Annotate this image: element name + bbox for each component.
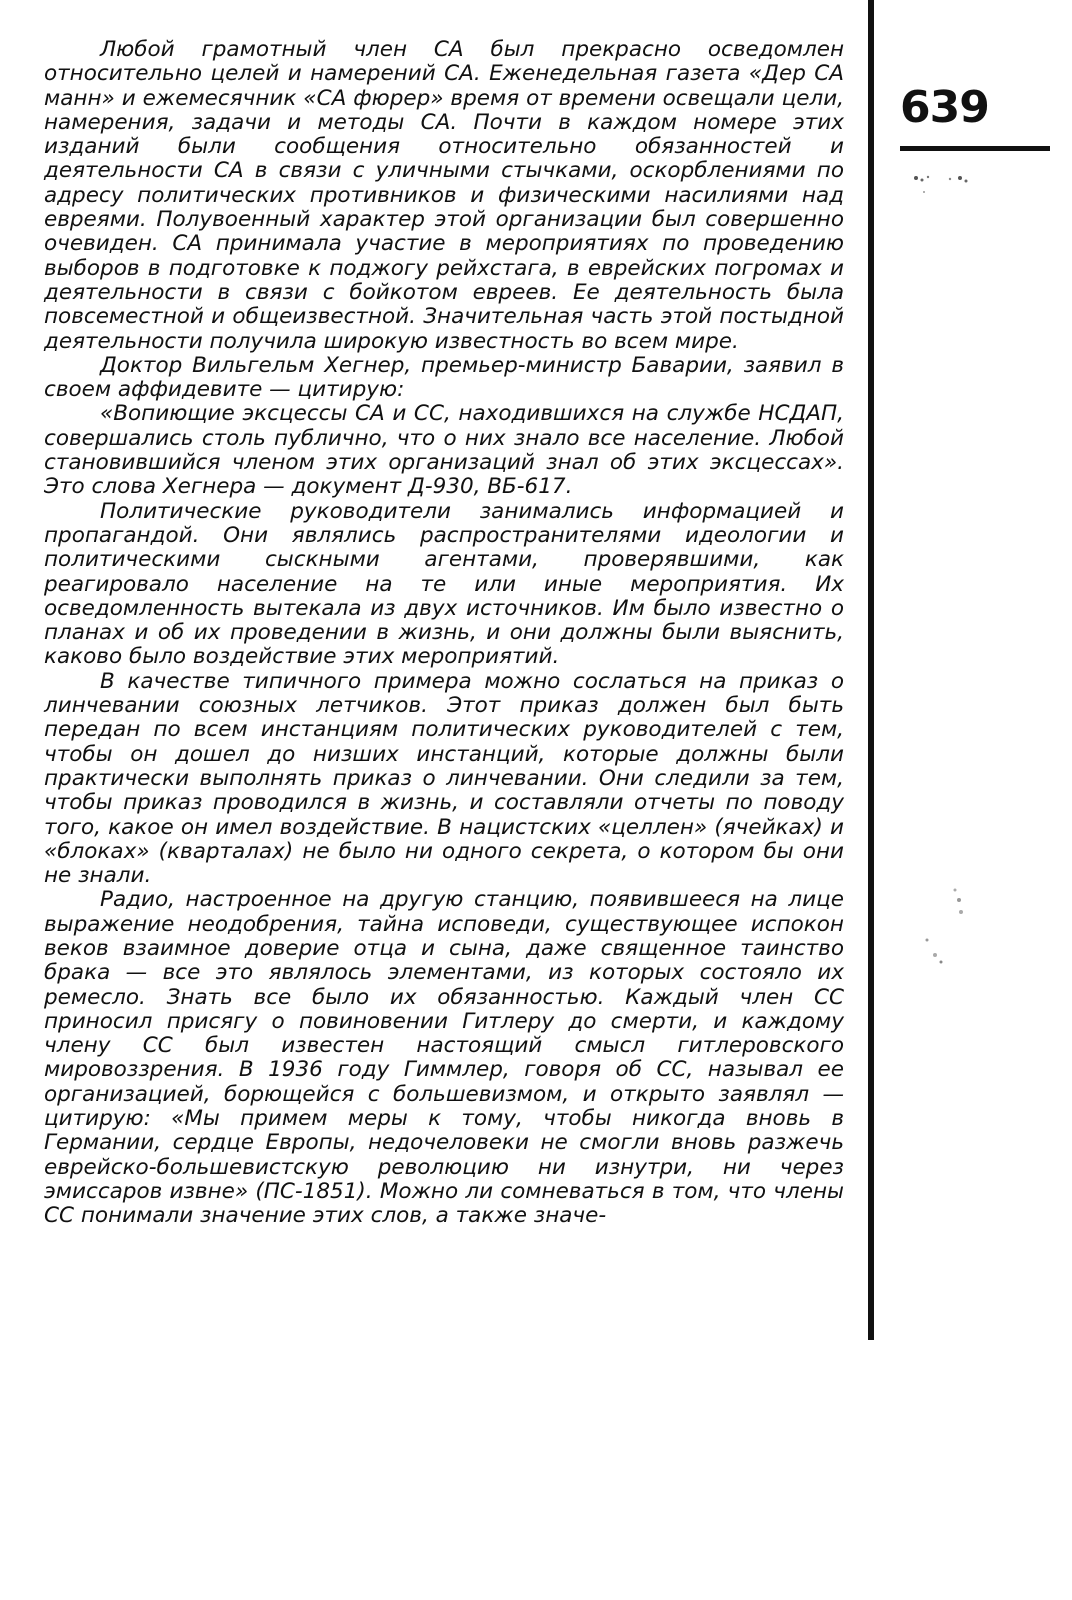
- paragraph-4: Политические руководители занимались информацией и пропагандой. Они являлись распространителями идеологии и политическими сыскными агентами, проверявшими, как реагировало население на те или иные мероприятия. Их осведомленность вытекала из двух источников. Им было известно о планах и об их проведении в жизнь, и они должны были выяснить, каково было воздействие этих мероприятий.: [44, 498, 844, 670]
- page-number: 639: [900, 82, 989, 133]
- body-text: [44, 38, 844, 1229]
- paragraph-1: Любой грамотный член СА был прекрасно осведомлен относительно целей и намерений СА. Еженедельная газета «Дер СА манн» и ежемесячник «СА фюрер» время от времени освещали цели, намерения, задачи и методы СА. Почти в каждом номере этих изданий были сообщения относительно обязанностей и деятельности СА в связи с уличными стычками, оскорблениями по адресу политических противников и физическими насилиями над евреями. Полувоенный характер этой организации был совершенно очевиден. СА принимала участие в мероприятиях по проведению выборов в подготовке к поджогу рейхстага, в еврейских погромах и деятельности в связи с бойкотом евреев. Ее деятельность была повсеместной и общеизвестной. Значительная часть этой постыдной деятельности получила широкую известность во всем мире.: [44, 37, 844, 354]
- page-number-rule: [900, 146, 1050, 151]
- scan-specks-top: [910, 170, 990, 200]
- paragraph-5: В качестве типичного примера можно сослаться на приказ о линчевании союзных летчиков. Этот приказ должен был быть передан по всем инстанциям политических руководителей с тем, чтобы он дошел до низших инстанций, которые должны были практически выполнять приказ о линчевании. Они следили за тем, чтобы приказ проводился в жизнь, и составляли отчеты по поводу того, какое он имел воздействие. В нацистских «целлен» (ячейках) и «блоках» (кварталах) не было ни одного секрета, о котором бы они не знали.: [44, 668, 844, 889]
- scan-specks-lower: [915, 880, 975, 980]
- paragraph-3-quote: «Вопиющие эксцессы СА и СС, находившихся на службе НСДАП, совершались столь публично, что о них знало все население. Любой становившийся членом этих организаций знал об этих эксцессах». Это слова Хегнера — документ Д-930, ВБ-617.: [44, 401, 844, 500]
- paragraph-2: Доктор Вильгельм Хегнер, премьер-министр Баварии, заявил в своем аффидевите — цитирую:: [44, 352, 844, 403]
- margin-rule-vertical: [868, 0, 874, 1340]
- paragraph-6: Радио, настроенное на другую станцию, появившееся на лице выражение неодобрения, тайна исповеди, существующее испокон веков взаимное доверие отца и сына, даже священное таинство брака — все это являлось элементами, из которых состояло их ремесло. Знать все было их обязанностью. Каждый член СС приносил присягу о повиновении Гитлеру до смерти, и каждому члену СС был известен настоящий смысл гитлеровского мировоззрения. В 1936 году Гиммлер, говоря об СС, называл ее организацией, борющейся с большевизмом, и открыто заявлял — цитирую: «Мы примем меры к тому, чтобы никогда вновь в Германии, сердце Европы, недочеловеки не смогли вновь разжечь еврейско-большевистскую революцию ни изнутри, ни через эмиссаров извне» (ПС-1851). Можно ли сомневаться в том, что члены СС понимали значение этих слов, а также значе-: [44, 887, 844, 1229]
